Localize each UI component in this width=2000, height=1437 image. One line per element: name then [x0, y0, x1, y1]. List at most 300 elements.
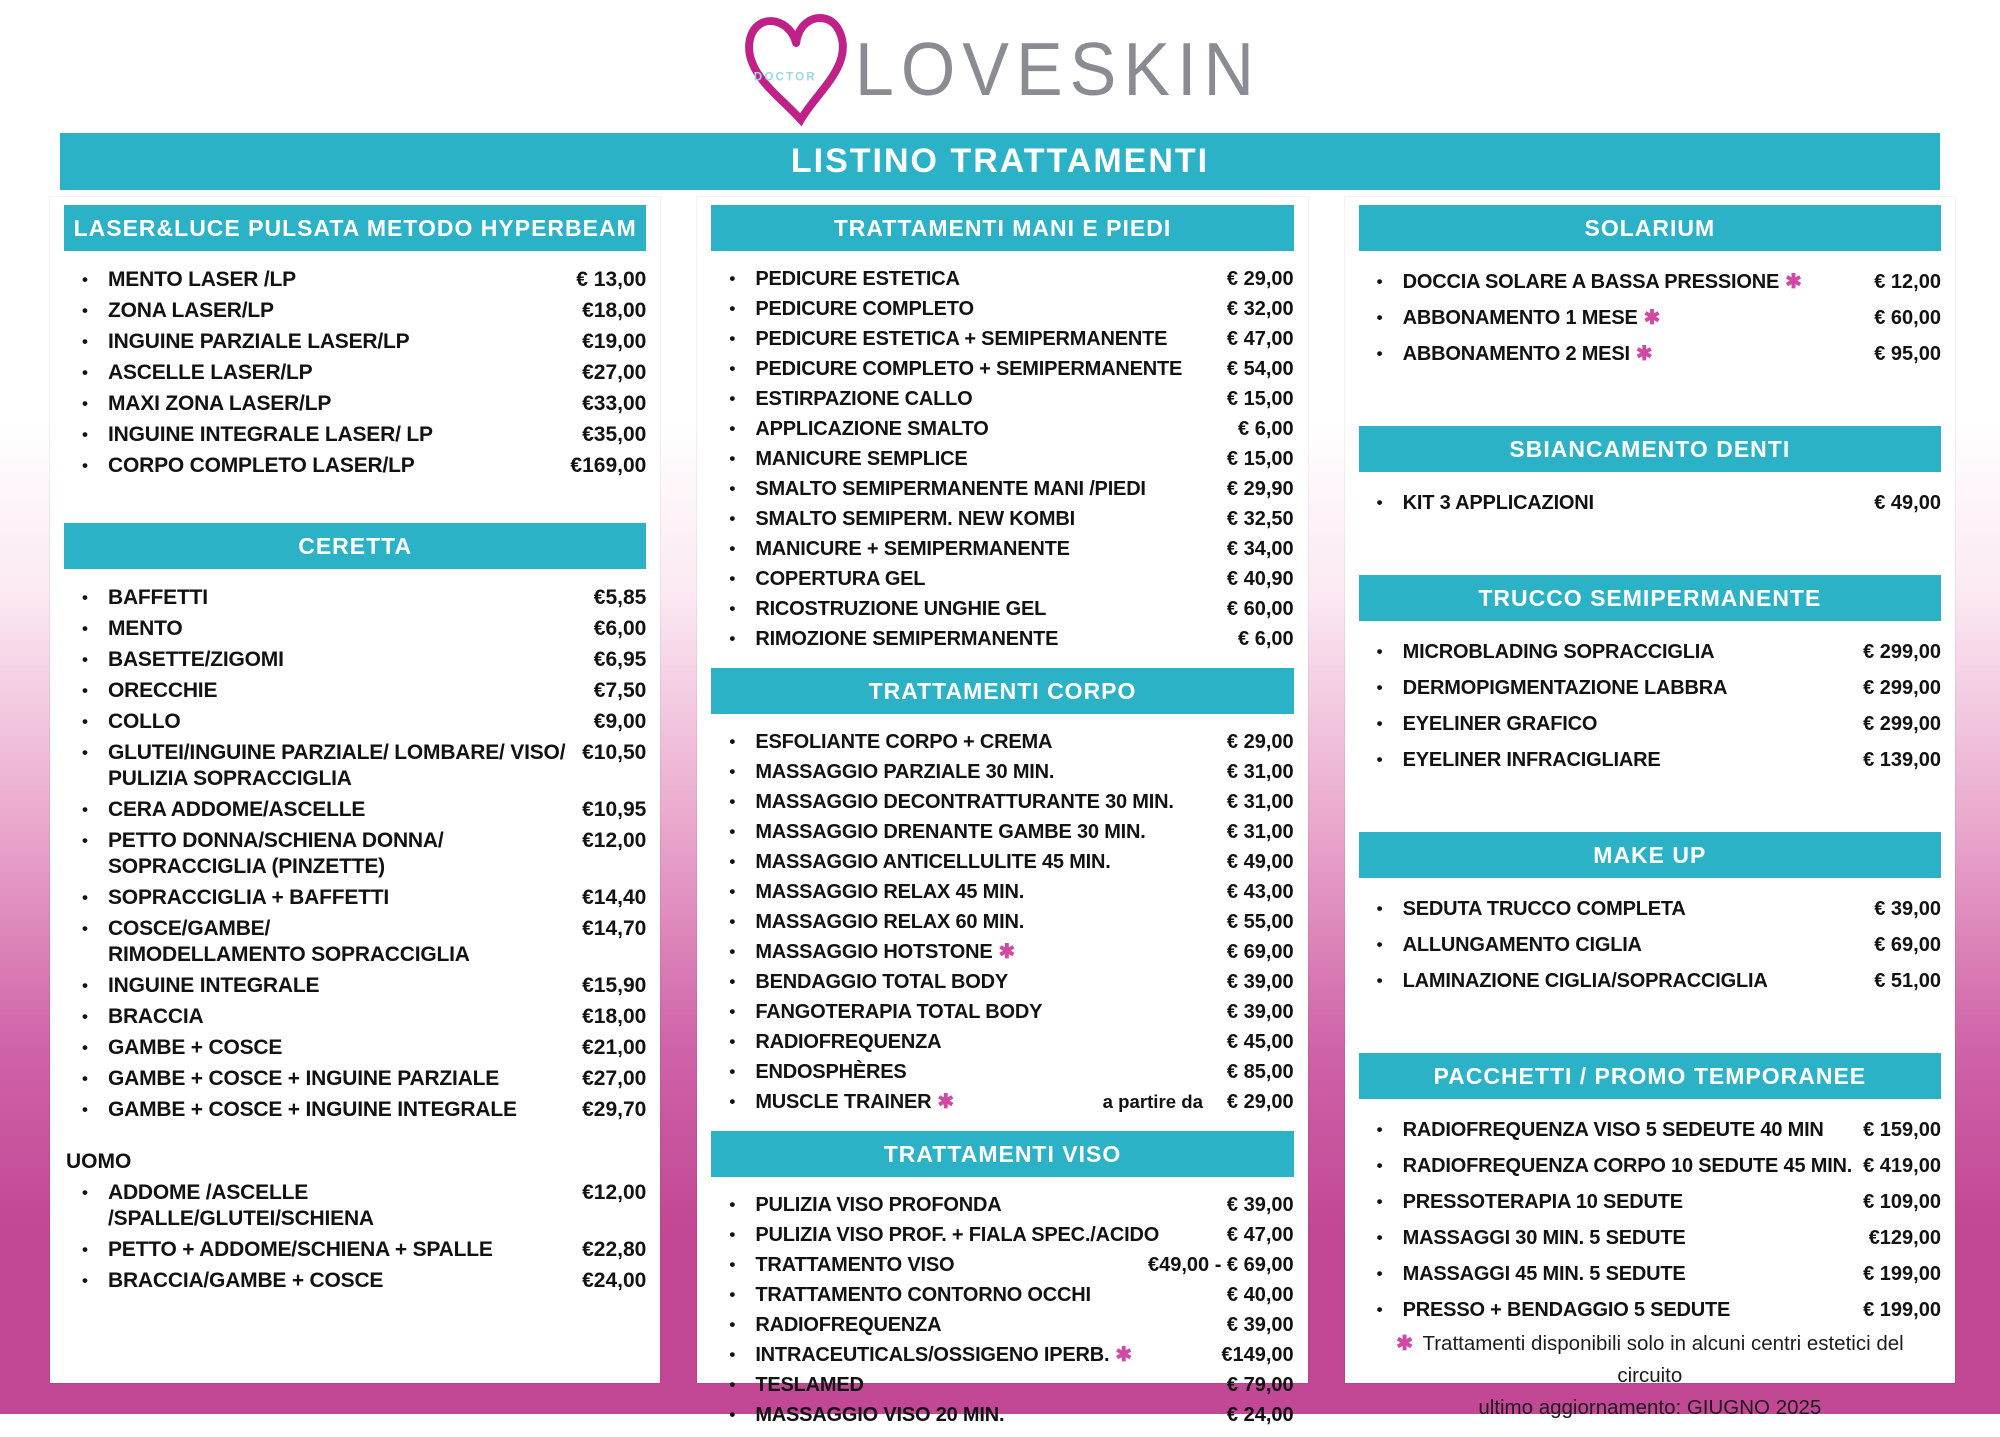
item-label: PRESSOTERAPIA 10 SEDUTE — [1402, 1191, 1683, 1213]
section — [1357, 426, 1943, 521]
section-header: TRATTAMENTI MANI E PIEDI — [711, 205, 1293, 251]
bullet-icon: • — [729, 1285, 736, 1304]
list-item — [709, 907, 1295, 937]
list-item — [709, 414, 1295, 444]
list-item — [709, 817, 1295, 847]
list-item — [709, 354, 1295, 384]
column-card-1 — [50, 197, 660, 1383]
list-item — [62, 613, 648, 644]
bullet-icon: • — [82, 424, 88, 444]
list-item — [709, 504, 1295, 534]
list-item — [62, 1094, 648, 1125]
item-price: €27,00 — [582, 360, 647, 384]
list-item — [709, 1310, 1295, 1340]
page-title: LISTINO TRATTAMENTI — [60, 133, 1940, 190]
item-price: € 47,00 — [1226, 328, 1294, 350]
item-label: MASSAGGI 30 MIN. 5 SEDUTE — [1402, 1227, 1686, 1249]
bullet-icon: • — [729, 732, 736, 751]
list-item — [709, 324, 1295, 354]
item-label: ALLUNGAMENTO CIGLIA — [1402, 934, 1642, 956]
section — [1357, 205, 1943, 372]
item-label: INTRACEUTICALS/OSSIGENO IPERB. ✱ — [755, 1344, 1132, 1366]
bullet-icon: • — [1376, 1300, 1383, 1319]
list-item — [709, 474, 1295, 504]
item-price: €18,00 — [582, 1004, 647, 1028]
list-item — [62, 1234, 648, 1265]
bullet-icon: • — [729, 389, 736, 408]
list-item — [62, 295, 648, 326]
item-label: MASSAGGIO RELAX 60 MIN. — [755, 911, 1025, 933]
section-header: SBIANCAMENTO DENTI — [1359, 426, 1941, 472]
item-label: ESTIRPAZIONE CALLO — [755, 388, 973, 410]
item-price: € 6,00 — [1238, 628, 1294, 650]
item-price: € 51,00 — [1874, 970, 1941, 992]
item-label: KIT 3 APPLICAZIONI — [1402, 492, 1594, 514]
item-price: € 13,00 — [576, 267, 647, 291]
asterisk-icon: ✱ — [1115, 1344, 1132, 1366]
list-item — [709, 967, 1295, 997]
list-item — [1357, 1184, 1943, 1220]
asterisk-icon: ✱ — [1635, 343, 1653, 365]
bullet-icon: • — [1376, 750, 1383, 769]
item-price: € 299,00 — [1863, 677, 1941, 699]
bullet-icon: • — [82, 680, 88, 700]
item-label: FANGOTERAPIA TOTAL BODY — [755, 1001, 1043, 1023]
list-item — [709, 264, 1295, 294]
item-label: GAMBE + COSCE + INGUINE INTEGRALE — [108, 1097, 517, 1121]
item-price: € 199,00 — [1863, 1299, 1941, 1321]
item-price: € 199,00 — [1863, 1263, 1941, 1285]
list-item — [709, 847, 1295, 877]
item-label: RIMOZIONE SEMIPERMANENTE — [755, 628, 1059, 650]
item-label-line2: SOPRACCIGLIA (PINZETTE) — [108, 854, 385, 878]
bullet-icon: • — [729, 822, 736, 841]
item-label: COLLO — [108, 709, 181, 733]
item-price: € 85,00 — [1226, 1061, 1294, 1083]
list-item — [1357, 264, 1943, 300]
bullet-icon: • — [729, 359, 736, 378]
bullet-icon: • — [729, 1405, 736, 1424]
bullet-icon: • — [82, 918, 88, 938]
item-label: ENDOSPHÈRES — [755, 1061, 907, 1083]
bullet-icon: • — [1376, 714, 1383, 733]
item-label: RADIOFREQUENZA VISO 5 SEDEUTE 40 MIN — [1402, 1119, 1824, 1141]
list-item — [709, 1250, 1295, 1280]
item-price: € 40,90 — [1226, 568, 1294, 590]
list-item — [62, 1032, 648, 1063]
list-item — [709, 997, 1295, 1027]
bullet-icon: • — [1376, 642, 1383, 661]
item-price: € 24,00 — [1226, 1404, 1294, 1426]
bullet-icon: • — [1376, 899, 1383, 918]
item-list — [62, 582, 648, 1296]
bullet-icon: • — [1376, 272, 1383, 291]
item-label: RADIOFREQUENZA — [755, 1031, 942, 1053]
item-price: € 40,00 — [1226, 1284, 1294, 1306]
item-price: €21,00 — [582, 1035, 647, 1059]
list-item — [1357, 1148, 1943, 1184]
item-price: € 29,00 — [1226, 731, 1294, 753]
bullet-icon: • — [82, 300, 88, 320]
bullet-icon: • — [82, 975, 88, 995]
item-list — [1357, 264, 1943, 372]
item-label: BENDAGGIO TOTAL BODY — [755, 971, 1009, 993]
item-price: €5,85 — [593, 585, 647, 609]
bullet-icon: • — [729, 1345, 736, 1364]
section-header: SOLARIUM — [1359, 205, 1941, 251]
list-item — [1357, 300, 1943, 336]
item-price: €12,00 — [582, 828, 647, 852]
bullet-icon: • — [729, 1062, 736, 1081]
item-label: GAMBE + COSCE — [108, 1035, 283, 1059]
item-list — [1357, 634, 1943, 778]
list-item — [709, 757, 1295, 787]
item-label: BRACCIA/GAMBE + COSCE — [108, 1268, 384, 1292]
bullet-icon: • — [82, 1006, 88, 1026]
bullet-icon: • — [82, 711, 88, 731]
group-subheading: UOMO — [66, 1150, 132, 1173]
item-price: € 60,00 — [1874, 307, 1941, 329]
list-item — [709, 444, 1295, 474]
item-price: €29,70 — [582, 1097, 647, 1121]
price-columns — [50, 197, 1955, 1426]
item-price: € 29,90 — [1226, 478, 1294, 500]
item-price: € 69,00 — [1874, 934, 1941, 956]
item-price: € 79,00 — [1226, 1374, 1294, 1396]
item-label: EYELINER INFRACIGLIARE — [1402, 749, 1661, 771]
list-item — [1357, 927, 1943, 963]
bullet-icon: • — [729, 1195, 736, 1214]
item-label: MAXI ZONA LASER/LP — [108, 391, 332, 415]
list-item — [62, 1265, 648, 1296]
list-item — [62, 970, 648, 1001]
item-price: €14,40 — [582, 885, 647, 909]
list-item — [62, 1063, 648, 1094]
item-price: € 31,00 — [1226, 791, 1294, 813]
list-item — [1357, 742, 1943, 778]
item-label: BASETTE/ZIGOMI — [108, 647, 284, 671]
item-price: € 12,00 — [1874, 271, 1941, 293]
bullet-icon: • — [82, 799, 88, 819]
item-price: € 31,00 — [1226, 761, 1294, 783]
item-price: €35,00 — [582, 422, 647, 446]
bullet-icon: • — [1376, 1228, 1383, 1247]
item-price: € 54,00 — [1226, 358, 1294, 380]
section — [1357, 575, 1943, 778]
list-item — [709, 787, 1295, 817]
item-label: SOPRACCIGLIA + BAFFETTI — [108, 885, 390, 909]
list-item — [1357, 706, 1943, 742]
asterisk-icon: ✱ — [1395, 1332, 1414, 1355]
bullet-icon: • — [729, 1092, 736, 1111]
list-item — [709, 384, 1295, 414]
list-item — [62, 675, 648, 706]
section-header: TRATTAMENTI VISO — [711, 1131, 1293, 1177]
item-label: RADIOFREQUENZA CORPO 10 SEDUTE 45 MIN. — [1402, 1155, 1853, 1177]
item-label: RADIOFREQUENZA — [755, 1314, 942, 1336]
bullet-icon: • — [82, 455, 88, 475]
bullet-icon: • — [82, 587, 88, 607]
section-header: PACCHETTI / PROMO TEMPORANEE — [1359, 1053, 1941, 1099]
list-item — [709, 624, 1295, 654]
item-label: MASSAGGIO PARZIALE 30 MIN. — [755, 761, 1055, 783]
item-label: ABBONAMENTO 2 MESI ✱ — [1402, 343, 1653, 365]
bullet-icon: • — [1376, 678, 1383, 697]
bullet-icon: • — [729, 912, 736, 931]
item-label: ESFOLIANTE CORPO + CREMA — [755, 731, 1053, 753]
bullet-icon: • — [82, 269, 88, 289]
item-label: PETTO DONNA/SCHIENA DONNA/ SOPRACCIGLIA (PINZETTE) — [108, 828, 574, 880]
item-price: € 419,00 — [1863, 1155, 1941, 1177]
item-label: MENTO — [108, 616, 183, 640]
item-price: €15,90 — [582, 973, 647, 997]
item-price: € 39,00 — [1226, 971, 1294, 993]
bullet-icon: • — [729, 1225, 736, 1244]
item-label: SMALTO SEMIPERMANENTE MANI /PIEDI — [755, 478, 1146, 500]
item-label: MASSAGGIO VISO 20 MIN. — [755, 1404, 1005, 1426]
section — [709, 1131, 1295, 1430]
bullet-icon: • — [729, 449, 736, 468]
item-price: € 39,00 — [1226, 1194, 1294, 1216]
item-list — [709, 1190, 1295, 1430]
item-price: € 15,00 — [1226, 448, 1294, 470]
item-price: € 15,00 — [1226, 388, 1294, 410]
item-label: MANICURE SEMPLICE — [755, 448, 968, 470]
item-price: € 69,00 — [1226, 941, 1294, 963]
item-label: INGUINE PARZIALE LASER/LP — [108, 329, 410, 353]
heart-logo — [739, 11, 857, 127]
logo-doctor-text: DOCTOR — [753, 70, 817, 84]
list-item — [62, 825, 648, 882]
list-item — [62, 706, 648, 737]
heart-icon — [739, 11, 857, 127]
item-price: €149,00 — [1221, 1344, 1294, 1366]
item-list — [1357, 1112, 1943, 1328]
bullet-icon: • — [82, 1099, 88, 1119]
column-card-2 — [697, 197, 1307, 1426]
section-header: TRUCCO SEMIPERMANENTE — [1359, 575, 1941, 621]
bullet-icon: • — [1376, 308, 1383, 327]
item-price: €9,00 — [593, 709, 647, 733]
item-label: PEDICURE COMPLETO + SEMIPERMANENTE — [755, 358, 1183, 380]
section-header: TRATTAMENTI CORPO — [711, 668, 1293, 714]
item-price: €49,00 - € 69,00 — [1147, 1254, 1294, 1276]
list-item — [1357, 1292, 1943, 1328]
item-label-line2: PULIZIA SOPRACCIGLIA — [108, 766, 352, 790]
bullet-icon: • — [82, 1182, 88, 1202]
section — [62, 205, 648, 481]
item-price: € 299,00 — [1863, 641, 1941, 663]
bullet-icon: • — [82, 830, 88, 850]
item-label: CERA ADDOME/ASCELLE — [108, 797, 366, 821]
bullet-icon: • — [82, 393, 88, 413]
list-item — [709, 1057, 1295, 1087]
list-item — [709, 1220, 1295, 1250]
item-label: DERMOPIGMENTAZIONE LABBRA — [1402, 677, 1728, 699]
bullet-icon: • — [1376, 344, 1383, 363]
asterisk-icon: ✱ — [1643, 307, 1661, 329]
item-label: MASSAGGIO RELAX 45 MIN. — [755, 881, 1025, 903]
asterisk-icon: ✱ — [1785, 271, 1802, 293]
bullet-icon: • — [1376, 1192, 1383, 1211]
list-item — [1357, 670, 1943, 706]
item-label: GAMBE + COSCE + INGUINE PARZIALE — [108, 1066, 500, 1090]
item-price: €6,00 — [593, 616, 647, 640]
bullet-icon: • — [729, 852, 736, 871]
bullet-icon: • — [729, 629, 736, 648]
item-price: €18,00 — [582, 298, 647, 322]
item-list — [1357, 891, 1943, 999]
item-label: PULIZIA VISO PROF. + FIALA SPEC./ACIDO — [755, 1224, 1160, 1246]
bullet-icon: • — [729, 942, 736, 961]
item-label: MASSAGGIO ANTICELLULITE 45 MIN. — [755, 851, 1111, 873]
footnote-line2: ultimo aggiornamento: GIUGNO 2025 — [1478, 1395, 1822, 1419]
list-item — [62, 388, 648, 419]
item-list — [62, 264, 648, 481]
list-item — [1357, 336, 1943, 372]
item-label: MICROBLADING SOPRACCIGLIA — [1402, 641, 1715, 663]
item-price: € 31,00 — [1226, 821, 1294, 843]
bullet-icon: • — [729, 509, 736, 528]
item-price: € 299,00 — [1863, 713, 1941, 735]
list-item — [1357, 963, 1943, 999]
bullet-icon: • — [729, 882, 736, 901]
item-label: PEDICURE ESTETICA — [755, 268, 960, 290]
item-label-line2: RIMODELLAMENTO SOPRACCIGLIA — [108, 942, 470, 966]
item-price: € 139,00 — [1863, 749, 1941, 771]
item-label: COSCE/GAMBE/ RIMODELLAMENTO SOPRACCIGLIA — [108, 916, 574, 968]
list-item — [709, 564, 1295, 594]
bullet-icon: • — [82, 1037, 88, 1057]
item-price: € 39,00 — [1226, 1001, 1294, 1023]
item-price: € 29,00 — [1226, 1091, 1294, 1113]
bullet-icon: • — [729, 1032, 736, 1051]
item-price: € 49,00 — [1226, 851, 1294, 873]
bullet-icon: • — [1376, 1264, 1383, 1283]
bullet-icon: • — [729, 539, 736, 558]
list-item — [1357, 891, 1943, 927]
list-item — [1357, 1112, 1943, 1148]
list-item — [62, 357, 648, 388]
item-label: SEDUTA TRUCCO COMPLETA — [1402, 898, 1686, 920]
section — [709, 205, 1295, 654]
bullet-icon: • — [82, 618, 88, 638]
bullet-icon: • — [729, 792, 736, 811]
list-item — [709, 1280, 1295, 1310]
item-price: €7,50 — [593, 678, 647, 702]
item-label: PEDICURE COMPLETO — [755, 298, 974, 320]
list-item — [62, 582, 648, 613]
bullet-icon: • — [82, 887, 88, 907]
item-price: € 159,00 — [1863, 1119, 1941, 1141]
item-label: MENTO LASER /LP — [108, 267, 296, 291]
item-list — [709, 727, 1295, 1117]
item-label: BRACCIA — [108, 1004, 204, 1028]
bullet-icon: • — [82, 1068, 88, 1088]
list-item — [62, 450, 648, 481]
item-price: € 39,00 — [1874, 898, 1941, 920]
item-label: MASSAGGIO DECONTRATTURANTE 30 MIN. — [755, 791, 1174, 813]
item-label: INGUINE INTEGRALE LASER/ LP — [108, 422, 433, 446]
list-item — [62, 326, 648, 357]
item-price: €19,00 — [582, 329, 647, 353]
item-price: € 45,00 — [1226, 1031, 1294, 1053]
item-price: € 6,00 — [1238, 418, 1294, 440]
brand-name: LOVESKIN — [854, 26, 1262, 112]
item-label: RICOSTRUZIONE UNGHIE GEL — [755, 598, 1047, 620]
bullet-icon: • — [729, 299, 736, 318]
list-item — [62, 1001, 648, 1032]
list-item — [709, 727, 1295, 757]
item-label: BAFFETTI — [108, 585, 208, 609]
list-item — [62, 644, 648, 675]
item-label: DOCCIA SOLARE A BASSA PRESSIONE ✱ — [1402, 271, 1802, 293]
item-price: €24,00 — [582, 1268, 647, 1292]
item-label: MANICURE + SEMIPERMANENTE — [755, 538, 1070, 560]
item-price: €10,95 — [582, 797, 647, 821]
item-label: ZONA LASER/LP — [108, 298, 274, 322]
footnote-line1: Trattamenti disponibili solo in alcuni centri estetici del circuito — [1422, 1332, 1904, 1387]
column-card-3 — [1345, 197, 1955, 1419]
item-label: MASSAGGI 45 MIN. 5 SEDUTE — [1402, 1263, 1686, 1285]
list-item — [709, 877, 1295, 907]
list-item — [709, 294, 1295, 324]
bullet-icon: • — [729, 1255, 736, 1274]
section-header: LASER&LUCE PULSATA METODO HYPERBEAM — [64, 205, 646, 251]
bullet-icon: • — [729, 329, 736, 348]
bullet-icon: • — [82, 331, 88, 351]
item-label: LAMINAZIONE CIGLIA/SOPRACCIGLIA — [1402, 970, 1768, 992]
item-price: €27,00 — [582, 1066, 647, 1090]
list-item — [709, 1340, 1295, 1370]
item-label: GLUTEI/INGUINE PARZIALE/ LOMBARE/ VISO/ PULIZIA SOPRACCIGLIA — [108, 740, 574, 792]
bullet-icon: • — [82, 649, 88, 669]
bullet-icon: • — [82, 1239, 88, 1259]
bullet-icon: • — [729, 1315, 736, 1334]
item-price: € 32,50 — [1226, 508, 1294, 530]
item-label: APPLICAZIONE SMALTO — [755, 418, 989, 440]
list-item — [709, 534, 1295, 564]
footnote — [1357, 1328, 1943, 1437]
list-item — [709, 594, 1295, 624]
item-list — [1357, 485, 1943, 521]
item-price: € 47,00 — [1226, 1224, 1294, 1246]
item-price: € 43,00 — [1226, 881, 1294, 903]
list-item — [62, 1177, 648, 1234]
asterisk-icon: ✱ — [937, 1091, 954, 1113]
item-label: ADDOME /ASCELLE /SPALLE/GLUTEI/SCHIENA — [108, 1180, 374, 1230]
bullet-icon: • — [1376, 1156, 1383, 1175]
bullet-icon: • — [1376, 493, 1383, 512]
item-list — [709, 264, 1295, 654]
item-price: € 95,00 — [1874, 343, 1941, 365]
bullet-icon: • — [729, 419, 736, 438]
item-price: € 60,00 — [1226, 598, 1294, 620]
item-price: €22,80 — [582, 1237, 647, 1261]
bullet-icon: • — [729, 972, 736, 991]
list-item — [1357, 485, 1943, 521]
bullet-icon: • — [729, 1002, 736, 1021]
list-item — [709, 1027, 1295, 1057]
list-item — [1357, 634, 1943, 670]
bullet-icon: • — [729, 762, 736, 781]
item-price: €10,50 — [582, 740, 647, 764]
item-label: ABBONAMENTO 1 MESE ✱ — [1402, 307, 1661, 329]
list-item — [62, 913, 648, 970]
item-label: PRESSO + BENDAGGIO 5 SEDUTE — [1402, 1299, 1731, 1321]
item-label: TRATTAMENTO CONTORNO OCCHI — [755, 1284, 1091, 1306]
list-item — [62, 737, 648, 794]
